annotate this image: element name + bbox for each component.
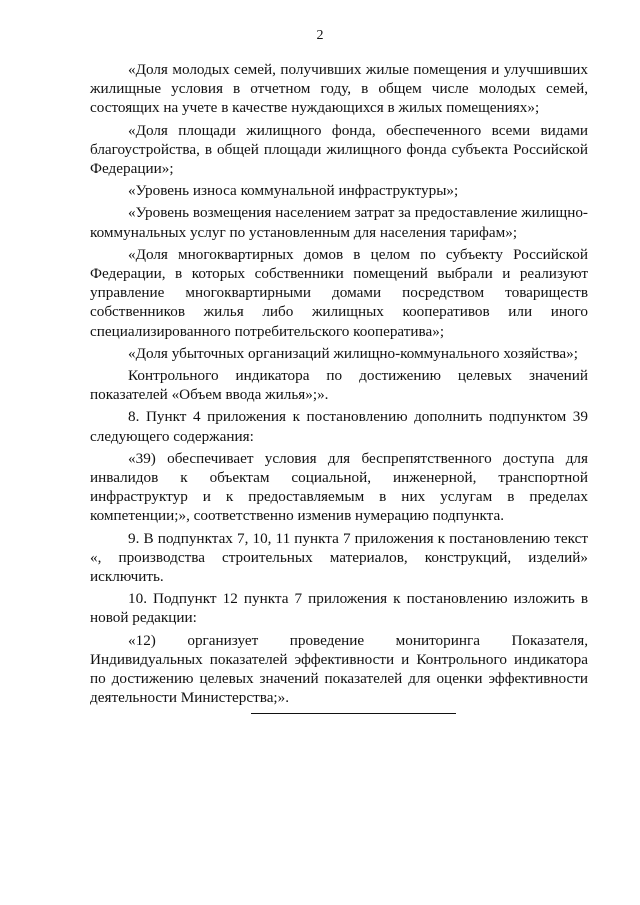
paragraph-infrastructure-wear: «Уровень износа коммунальной инфраструктуры»; bbox=[128, 182, 459, 200]
closing-rule bbox=[251, 713, 456, 714]
paragraph-item-10: 10. Подпункт 12 пункта 7 приложения к постановлению изложить в новой редакции: bbox=[90, 590, 588, 627]
paragraph-cost-recovery: «Уровень возмещения населением затрат за предоставление жилищно-коммунальных услуг по установленным для населения тарифам»; bbox=[90, 204, 588, 241]
page-number: 2 bbox=[316, 28, 324, 43]
paragraph-subitem-12: «12) организует проведение мониторинга Показателя, Индивидуальных показателей эффективности и Контрольного индикатора по достижению целевых значений показателей для оценки эффективности деятельности Министерства;». bbox=[90, 631, 588, 707]
paragraph-young-families: «Доля молодых семей, получивших жилые помещения и улучшивших жилищные условия в отчетном году, в общем числе молодых семей, состоящих на учете в качестве нуждающихся в жилых помещениях»; bbox=[90, 61, 588, 117]
document-body bbox=[90, 60, 588, 711]
paragraph-item-9: 9. В подпунктах 7, 10, 11 пункта 7 приложения к постановлению текст «, производства строительных материалов, конструкций, изделий» исключить. bbox=[90, 529, 588, 586]
paragraph-apartment-management: «Доля многоквартирных домов в целом по субъекту Российской Федерации, в которых собственники помещений выбрали и реализуют управление многоквартирными домами посредством товариществ собственников жилья либо жилищных кооперативов или иного специализированного потребительского кооператива»; bbox=[90, 245, 588, 340]
paragraph-housing-amenities: «Доля площади жилищного фонда, обеспеченного всеми видами благоустройства, в общей площади жилищного фонда субъекта Российской Федерации»; bbox=[90, 121, 588, 178]
paragraph-item-8: 8. Пункт 4 приложения к постановлению дополнить подпунктом 39 следующего содержания: bbox=[90, 408, 588, 445]
paragraph-subitem-39: «39) обеспечивает условия для беспрепятственного доступа для инвалидов к объектам социальной, инженерной, транспортной инфраструктур и к предоставляемым в них услугам в пределах компетенции;», соответственно изменив нумерацию подпункта. bbox=[90, 449, 588, 525]
paragraph-control-indicator: Контрольного индикатора по достижению целевых значений показателей «Объем ввода жилья»;». bbox=[90, 367, 588, 404]
paragraph-unprofitable-organizations: «Доля убыточных организаций жилищно-коммунального хозяйства»; bbox=[128, 344, 578, 362]
